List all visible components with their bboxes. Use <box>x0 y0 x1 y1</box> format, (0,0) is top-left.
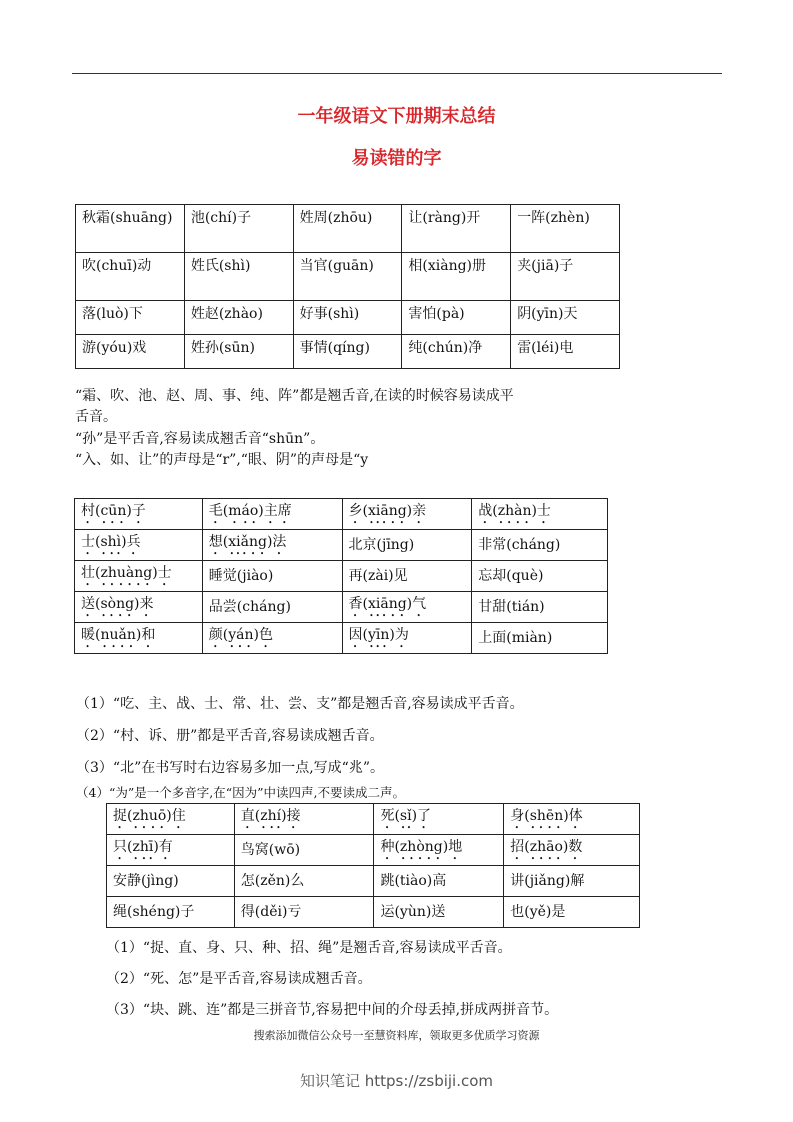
table-row <box>76 335 620 369</box>
table-cell: 鸟窝(wō) <box>234 835 374 866</box>
table-cell: 落(luò)下 <box>76 301 185 335</box>
table-row <box>75 561 608 592</box>
table-cell: 颜(yán)色 <box>202 623 342 654</box>
table-row <box>75 530 608 561</box>
table-cell: 上面(miàn) <box>472 623 608 654</box>
page-footer: 搜索添加微信公众号一至慧资料库，领取更多优质学习资源 <box>253 1029 540 1042</box>
table-row <box>107 804 640 835</box>
table-cell: 好事(shì) <box>293 301 402 335</box>
table-cell: 相(xiàng)册 <box>402 253 511 301</box>
table-cell: 暖(nuǎn)和 <box>75 623 203 654</box>
note-line: （2）“村、诉、册”都是平舌音,容易读成翘舌音。 <box>76 728 384 744</box>
table-cell: 毛(máo)主席 <box>202 499 342 530</box>
table-mispronounced-1 <box>75 204 620 369</box>
table-cell: 忘却(què) <box>472 561 608 592</box>
note-line: 舌音。 <box>75 409 117 425</box>
table-cell: 事情(qíng) <box>293 335 402 369</box>
table-row <box>107 897 640 928</box>
table-cell: 夹(jiā)子 <box>511 253 620 301</box>
note-line: （2）“死、怎”是平舌音,容易读成翘舌音。 <box>106 971 372 987</box>
note-line: （1）“吃、主、战、士、常、壮、尝、支”都是翘舌音,容易读成平舌音。 <box>76 696 524 712</box>
table-cell: 也(yě)是 <box>504 897 640 928</box>
table-cell: 非常(cháng) <box>472 530 608 561</box>
note-line: “孙”是平舌音,容易读成翘舌音“shūn”。 <box>75 431 325 447</box>
table-row <box>75 499 608 530</box>
table-cell: 一阵(zhèn) <box>511 205 620 253</box>
table-cell: 品尝(cháng) <box>202 592 342 623</box>
table-cell: 姓赵(zhào) <box>184 301 293 335</box>
table-cell: 得(děi)亏 <box>234 897 374 928</box>
table-cell: 只(zhī)有 <box>107 835 235 866</box>
table-cell: 雷(léi)电 <box>511 335 620 369</box>
table-cell: 姓氏(shì) <box>184 253 293 301</box>
table-cell: 睡觉(jiào) <box>202 561 342 592</box>
table-row <box>76 253 620 301</box>
note-line: （1）“捉、直、身、只、种、招、绳”是翘舌音,容易读成平舌音。 <box>106 940 512 956</box>
table-cell: 种(zhòng)地 <box>374 835 504 866</box>
table-cell: 北京(jīng) <box>342 530 472 561</box>
table-cell: 壮(zhuàng)士 <box>75 561 203 592</box>
table-cell: 绳(shéng)子 <box>107 897 235 928</box>
table-cell: 吹(chuī)动 <box>76 253 185 301</box>
note-line: “入、如、让”的声母是“r”,“眼、阴”的声母是“y <box>75 452 369 468</box>
watermark: 知识笔记 https://zsbiji.com <box>299 1072 494 1090</box>
table-cell: 再(zài)见 <box>342 561 472 592</box>
table-cell: 招(zhāo)数 <box>504 835 640 866</box>
table-cell: 讲(jiǎng)解 <box>504 866 640 897</box>
note-line: （3）“块、跳、连”都是三拼音节,容易把中间的介母丢掉,拼成两拼音节。 <box>106 1002 559 1018</box>
note-line: “霜、吹、池、赵、周、事、纯、阵”都是翘舌音,在读的时候容易读成平 <box>75 388 514 404</box>
table-cell: 姓孙(sūn) <box>184 335 293 369</box>
table-cell: 士(shì)兵 <box>75 530 203 561</box>
table-cell: 姓周(zhōu) <box>293 205 402 253</box>
table-cell: 直(zhí)接 <box>234 804 374 835</box>
table-cell: 秋霜(shuāng) <box>76 205 185 253</box>
table-cell: 甘甜(tián) <box>472 592 608 623</box>
page-title: 一年级语文下册期末总结 <box>297 106 496 127</box>
table-cell: 送(sòng)来 <box>75 592 203 623</box>
table-cell: 害怕(pà) <box>402 301 511 335</box>
table-cell: 死(sǐ)了 <box>374 804 504 835</box>
table-cell: 战(zhàn)士 <box>472 499 608 530</box>
table-row <box>107 835 640 866</box>
table-cell: 身(shēn)体 <box>504 804 640 835</box>
table-cell: 阴(yīn)天 <box>511 301 620 335</box>
table-row <box>75 592 608 623</box>
table-row <box>107 866 640 897</box>
table-cell: 安静(jìng) <box>107 866 235 897</box>
table-cell: 乡(xiāng)亲 <box>342 499 472 530</box>
table-cell: 游(yóu)戏 <box>76 335 185 369</box>
table-cell: 想(xiǎng)法 <box>202 530 342 561</box>
table-cell: 村(cūn)子 <box>75 499 203 530</box>
table-cell: 当官(guān) <box>293 253 402 301</box>
table-cell: 池(chí)子 <box>184 205 293 253</box>
table-cell: 怎(zěn)么 <box>234 866 374 897</box>
header-rule <box>72 73 722 74</box>
table-cell: 跳(tiào)高 <box>374 866 504 897</box>
table-mispronounced-2 <box>74 498 608 654</box>
table-row <box>75 623 608 654</box>
table-cell: 香(xiāng)气 <box>342 592 472 623</box>
table-cell: 让(ràng)开 <box>402 205 511 253</box>
table-cell: 运(yùn)送 <box>374 897 504 928</box>
table-cell: 因(yīn)为 <box>342 623 472 654</box>
table-cell: 纯(chún)净 <box>402 335 511 369</box>
table-row <box>76 301 620 335</box>
page-subtitle: 易读错的字 <box>351 148 442 169</box>
table-mispronounced-3 <box>106 803 640 928</box>
table-cell: 捉(zhuō)住 <box>107 804 235 835</box>
table-row <box>76 205 620 253</box>
note-line: （4）“为”是一个多音字,在“因为”中读四声,不要读成二声。 <box>76 785 405 800</box>
note-line: （3）“北”在书写时右边容易多加一点,写成“兆”。 <box>76 760 384 776</box>
